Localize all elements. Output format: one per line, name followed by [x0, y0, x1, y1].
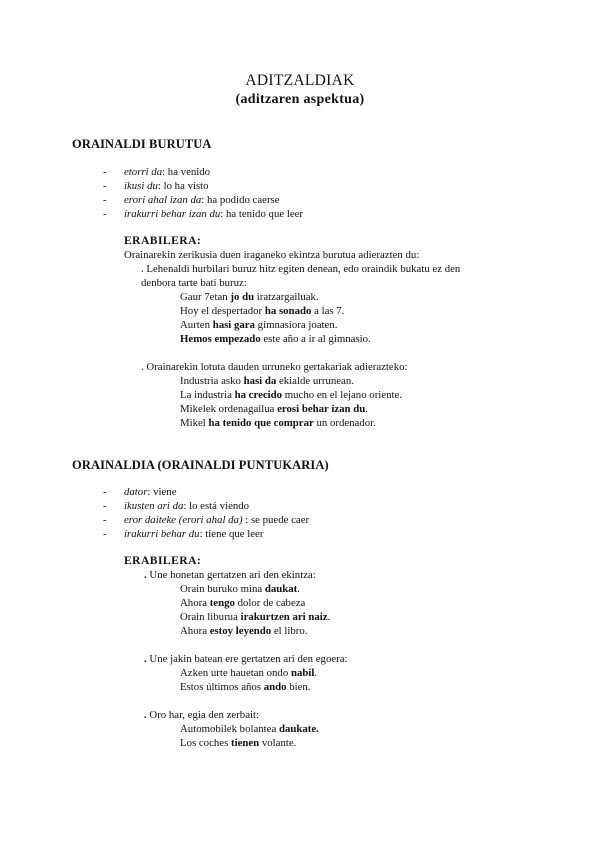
usage-point: . Oro har, egia den zerbait:: [144, 709, 259, 721]
usage-intro: Orainarekin zerikusia duen iraganeko ekintza burutua adierazten du:: [124, 249, 420, 261]
usage-point-cont: denbora tarte bati buruz:: [141, 277, 247, 289]
translation: : lo está viendo: [183, 500, 250, 512]
example-line: Hemos empezado este año a ir al gimnasio.: [180, 333, 371, 345]
list-item: [124, 207, 303, 221]
translation: : ha tenido que leer: [220, 208, 304, 220]
verb-form: irakurri behar izan du: [124, 208, 221, 220]
verb-form: ikusi du: [124, 180, 158, 192]
section-heading-orainaldia: ORAINALDIA (ORAINALDI PUNTUKARIA): [72, 458, 329, 472]
example-line: Hoy el despertador ha sonado a las 7.: [180, 305, 345, 317]
document-title: ADITZALDIAK: [245, 72, 355, 89]
example-line: Orain liburua irakurtzen ari naiz.: [180, 611, 331, 623]
erabilera-label: ERABILERA:: [124, 235, 202, 247]
example-line: Mikelek ordenagailua erosi behar izan du.: [180, 403, 368, 415]
example-line: Automobilek bolantea daukate.: [180, 723, 319, 735]
verb-form: etorri da: [124, 166, 163, 178]
example-line: Industria asko hasi da ekialde urrunean.: [180, 375, 354, 387]
example-line: Orain buruko mina daukat.: [180, 583, 300, 595]
section-heading-orainaldi-burutua: ORAINALDI BURUTUA: [72, 137, 212, 151]
usage-point: . Orainarekin lotuta dauden urruneko gertakariak adierazteko:: [141, 361, 408, 373]
bullet-dash: -: [103, 194, 107, 206]
verb-form: irakurri behar du: [124, 528, 200, 540]
list-item: [124, 179, 209, 193]
bullet-dash: -: [103, 528, 107, 540]
list-item: [124, 165, 210, 179]
verb-form: eror daiteke (erori ahal da): [124, 514, 243, 526]
bullet-dash: -: [103, 514, 107, 526]
example-line: La industria ha crecido mucho en el lejano oriente.: [180, 389, 402, 401]
usage-point: . Lehenaldi hurbilari buruz hitz egiten denean, edo oraindik bukatu ez den: [141, 263, 461, 275]
translation: : ha podido caerse: [201, 194, 280, 206]
example-line: Azken urte hauetan ondo nabil.: [180, 667, 318, 679]
example-line: Ahora estoy leyendo el libro.: [180, 625, 308, 637]
list-item: [124, 485, 177, 499]
bullet-dash: -: [103, 180, 107, 192]
translation: : ha venido: [162, 166, 211, 178]
list-item: [124, 513, 309, 527]
example-line: Los coches tienen volante.: [180, 737, 297, 749]
bullet-dash: -: [103, 166, 107, 178]
example-line: Gaur 7etan jo du iratzargailuak.: [180, 291, 319, 303]
translation: : se puede caer: [242, 514, 310, 526]
example-line: Aurten hasi gara gimnasiora joaten.: [180, 319, 338, 331]
translation: : lo ha visto: [157, 180, 209, 192]
translation: : tiene que leer: [199, 528, 264, 540]
erabilera-label: ERABILERA:: [124, 555, 202, 567]
example-line: Mikel ha tenido que comprar un ordenador.: [180, 417, 376, 429]
translation: : viene: [147, 486, 177, 498]
usage-point: . Une honetan gertatzen ari den ekintza:: [144, 569, 316, 581]
document-subtitle: (aditzaren aspektua): [235, 92, 365, 107]
usage-point: . Une jakin batean ere gertatzen ari den egoera:: [144, 653, 348, 665]
list-item: [124, 527, 263, 541]
verb-form: ikusten ari da: [124, 500, 184, 512]
list-item: [124, 193, 280, 207]
bullet-dash: -: [103, 486, 107, 498]
verb-form: dator: [124, 486, 148, 498]
bullet-dash: -: [103, 208, 107, 220]
list-item: [124, 499, 249, 513]
example-line: Estos últimos años ando bien.: [180, 681, 311, 693]
bullet-dash: -: [103, 500, 107, 512]
example-line: Ahora tengo dolor de cabeza: [180, 597, 306, 609]
verb-form: erori ahal izan da: [124, 194, 202, 206]
